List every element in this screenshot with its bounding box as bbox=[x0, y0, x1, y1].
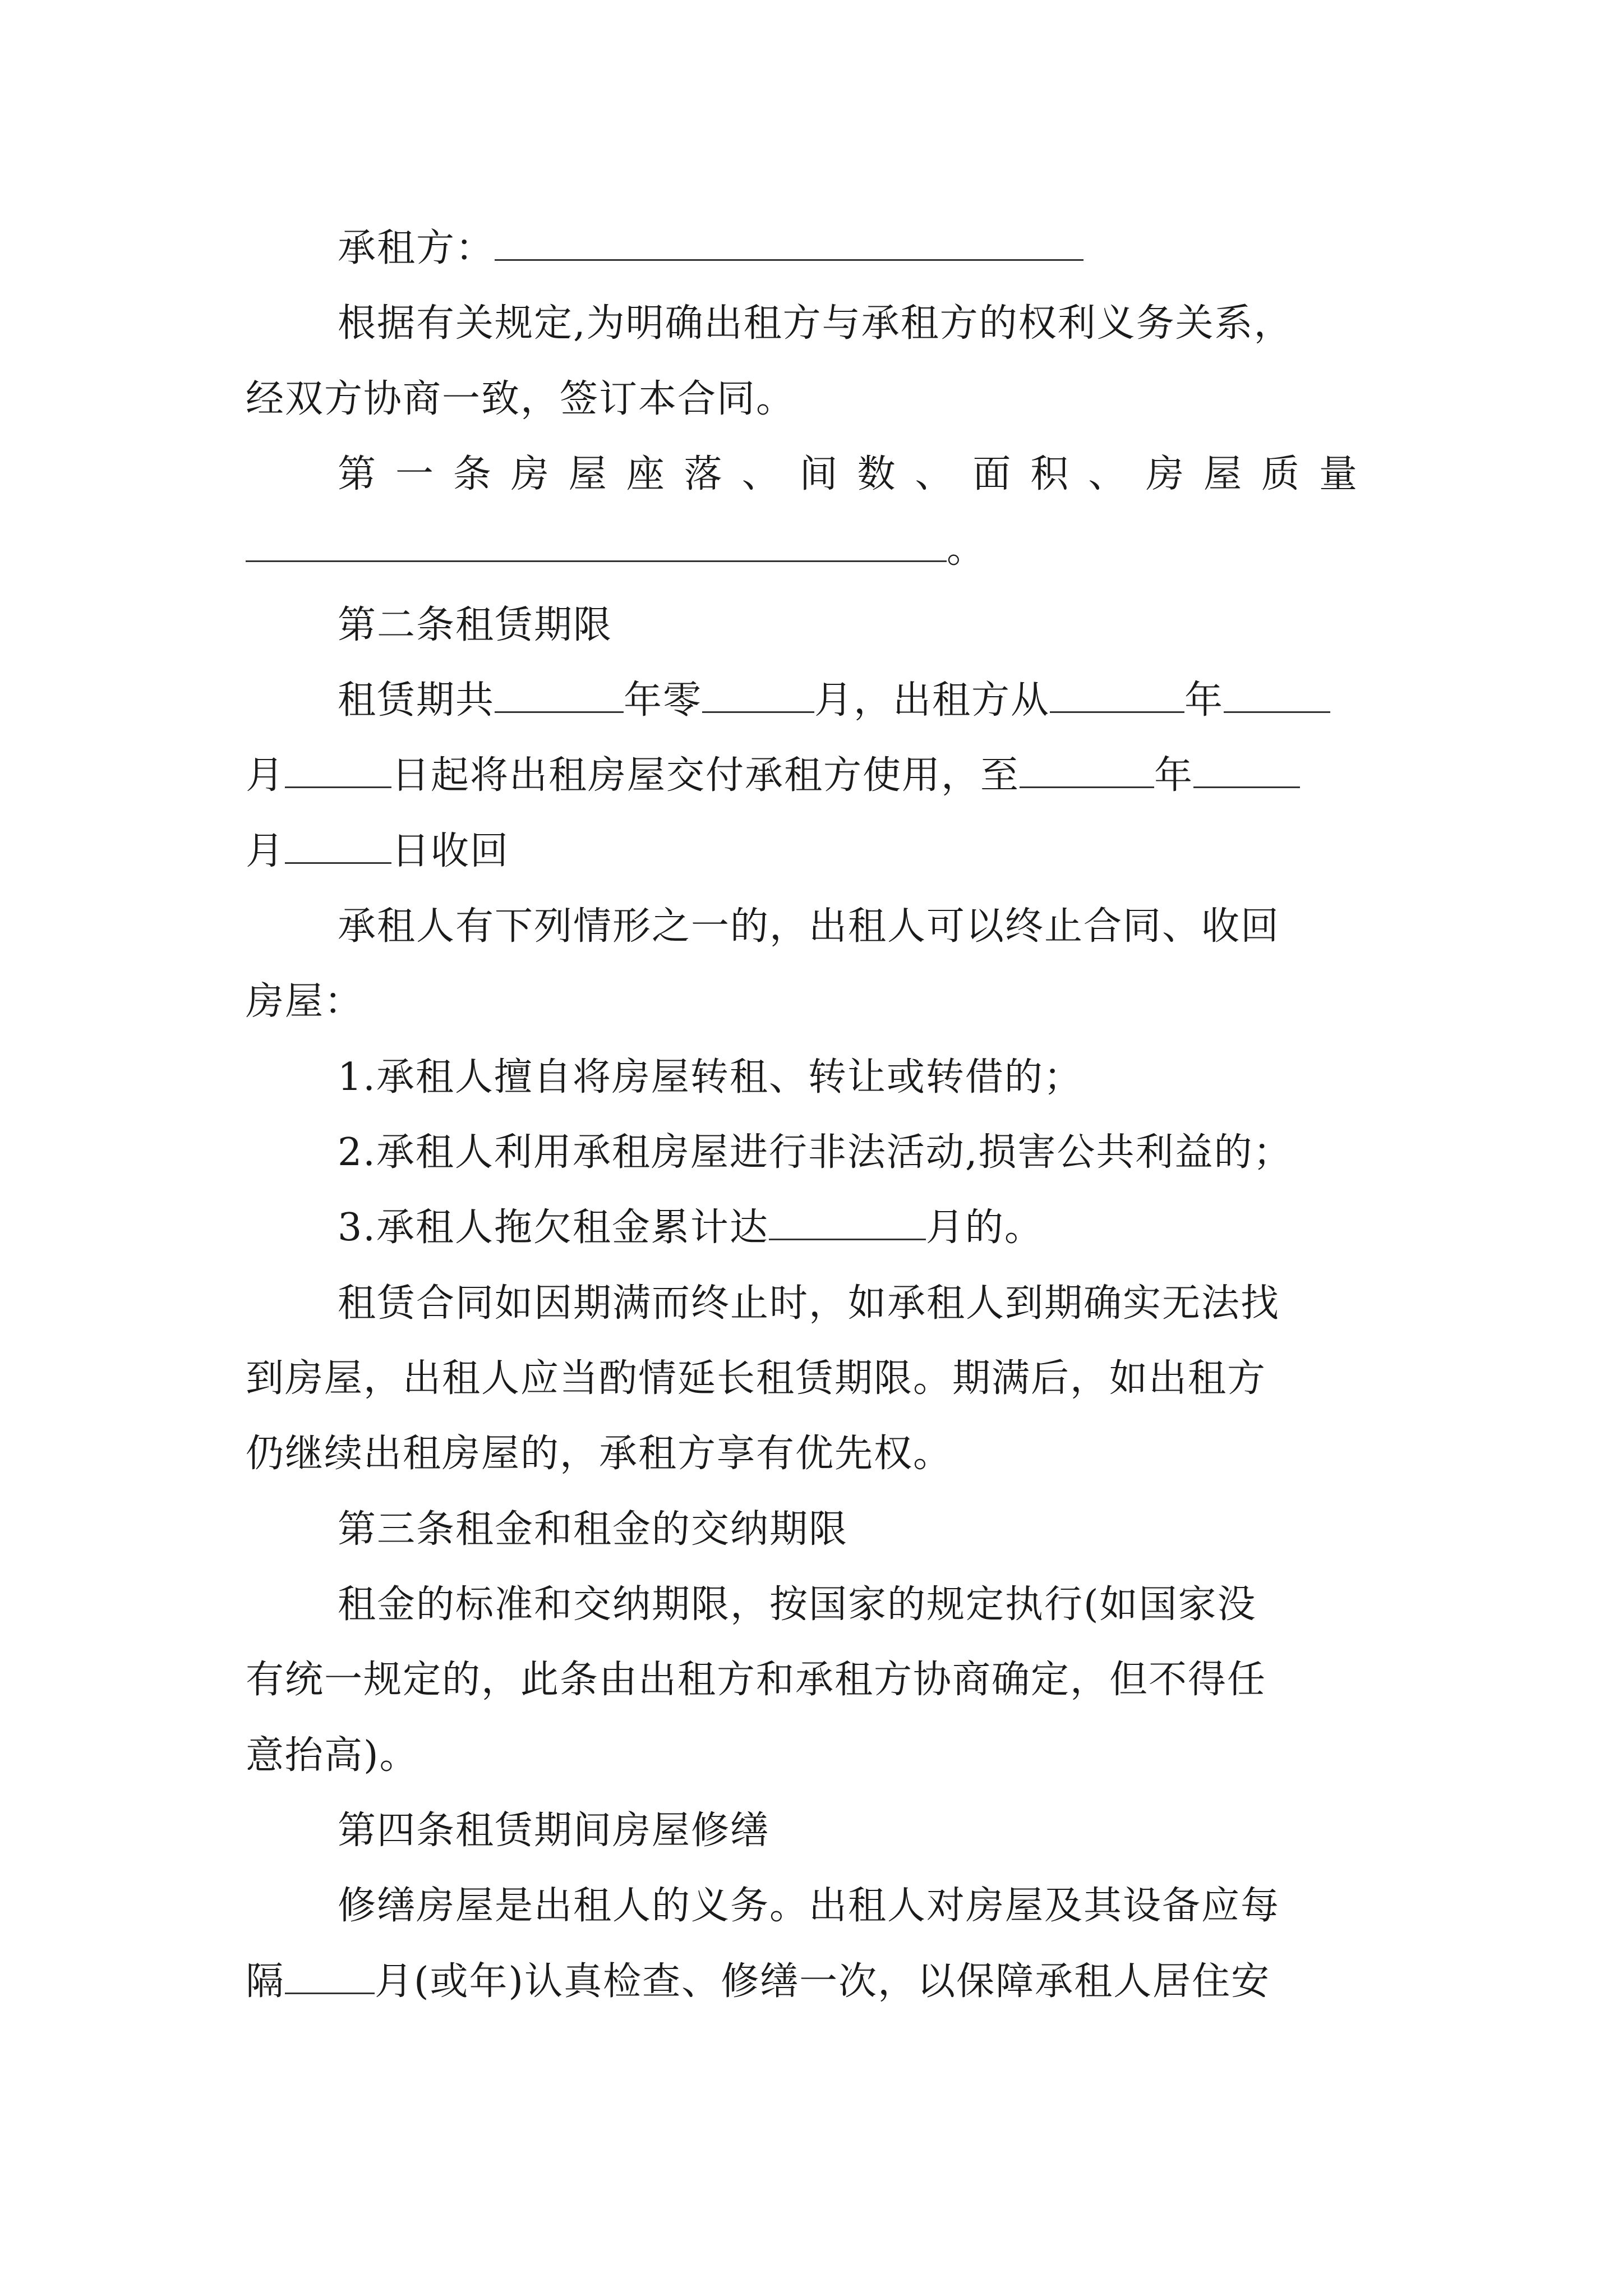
text-segment: 3.承租人拖欠租金累计达 bbox=[338, 1205, 769, 1250]
lessee-blank[interactable] bbox=[495, 224, 1083, 261]
years-blank[interactable] bbox=[495, 677, 624, 713]
expire-line-1: 租赁合同如因期满而终止时，如承租人到期确实无法找 bbox=[338, 1281, 1280, 1326]
expire-line-3: 仍继续出租房屋的，承租方享有优先权。 bbox=[246, 1432, 953, 1476]
text-segment: 月的。 bbox=[925, 1205, 1044, 1250]
end-year-blank[interactable] bbox=[1020, 752, 1154, 788]
start-day-blank[interactable] bbox=[285, 752, 391, 788]
article-1-line-2 bbox=[246, 524, 1384, 575]
article-3-line-3: 意抬高)。 bbox=[246, 1733, 419, 1778]
text-segment: 年 bbox=[1184, 678, 1224, 723]
lessee-label: 承租方： bbox=[338, 226, 495, 270]
text-segment: 年 bbox=[1154, 753, 1194, 798]
article-3-title: 第三条租金和租金的交纳期限 bbox=[338, 1507, 849, 1552]
terminate-line-2: 房屋： bbox=[246, 979, 364, 1024]
article-3-line-2: 有统一规定的，此条由出租方和承租方协商确定，但不得任 bbox=[246, 1658, 1267, 1702]
lessee-line bbox=[338, 223, 1384, 274]
article-1-blank[interactable] bbox=[246, 526, 947, 562]
text-segment: 日收回 bbox=[391, 829, 510, 873]
intro-line-2: 经双方协商一致，签订本合同。 bbox=[246, 377, 796, 421]
article-1-end: 。 bbox=[947, 527, 986, 572]
text-segment: 年零 bbox=[624, 678, 703, 723]
text-segment: 月 bbox=[246, 829, 285, 873]
start-month-blank[interactable] bbox=[1224, 677, 1330, 713]
intro-line-1: 根据有关规定,为明确出租方与承租方的权利义务关系， bbox=[338, 301, 1293, 346]
expire-line-2: 到房屋，出租人应当酌情延长租赁期限。期满后，如出租方 bbox=[246, 1356, 1267, 1401]
months-blank[interactable] bbox=[702, 677, 814, 713]
text-segment: 月(或年)认真检查、修缮一次，以保障承租人居住安 bbox=[375, 1959, 1271, 2004]
repair-interval-blank[interactable] bbox=[285, 1958, 375, 1994]
text-segment: 租赁期共 bbox=[338, 678, 495, 723]
article-3-line-1: 租金的标准和交纳期限，按国家的规定执行(如国家没 bbox=[338, 1582, 1257, 1627]
text-segment: 月 bbox=[246, 753, 285, 798]
end-day-blank[interactable] bbox=[285, 827, 391, 864]
text-segment: 日起将出租房屋交付承租方使用，至 bbox=[391, 753, 1020, 798]
article-4-line-1: 修缮房屋是出租人的义务。出租人对房屋及其设备应每 bbox=[338, 1884, 1280, 1928]
article-4-line-2 bbox=[246, 1957, 1384, 2007]
item-1: 1.承租人擅自将房屋转租、转让或转借的； bbox=[338, 1055, 1083, 1099]
item-3 bbox=[338, 1203, 1384, 1253]
start-year-blank[interactable] bbox=[1050, 677, 1184, 713]
article-2-line-1 bbox=[338, 675, 1384, 726]
text-segment: 隔 bbox=[246, 1959, 285, 2004]
article-2-line-3 bbox=[246, 826, 1384, 877]
article-2-title: 第二条租赁期限 bbox=[338, 603, 613, 647]
article-4-title: 第四条租赁期间房屋修缮 bbox=[338, 1809, 770, 1853]
item-2: 2.承租人利用承租房屋进行非法活动,损害公共利益的； bbox=[338, 1130, 1293, 1175]
terminate-line-1: 承租人有下列情形之一的，出租人可以终止合同、收回 bbox=[338, 904, 1280, 949]
article-1-title: 第一条房屋座落、间数、面积、房屋质量 bbox=[338, 452, 1358, 496]
end-month-blank[interactable] bbox=[1193, 752, 1300, 788]
text-segment: 月，出租方从 bbox=[814, 678, 1050, 723]
article-2-line-2 bbox=[246, 751, 1384, 801]
arrears-months-blank[interactable] bbox=[769, 1204, 926, 1240]
